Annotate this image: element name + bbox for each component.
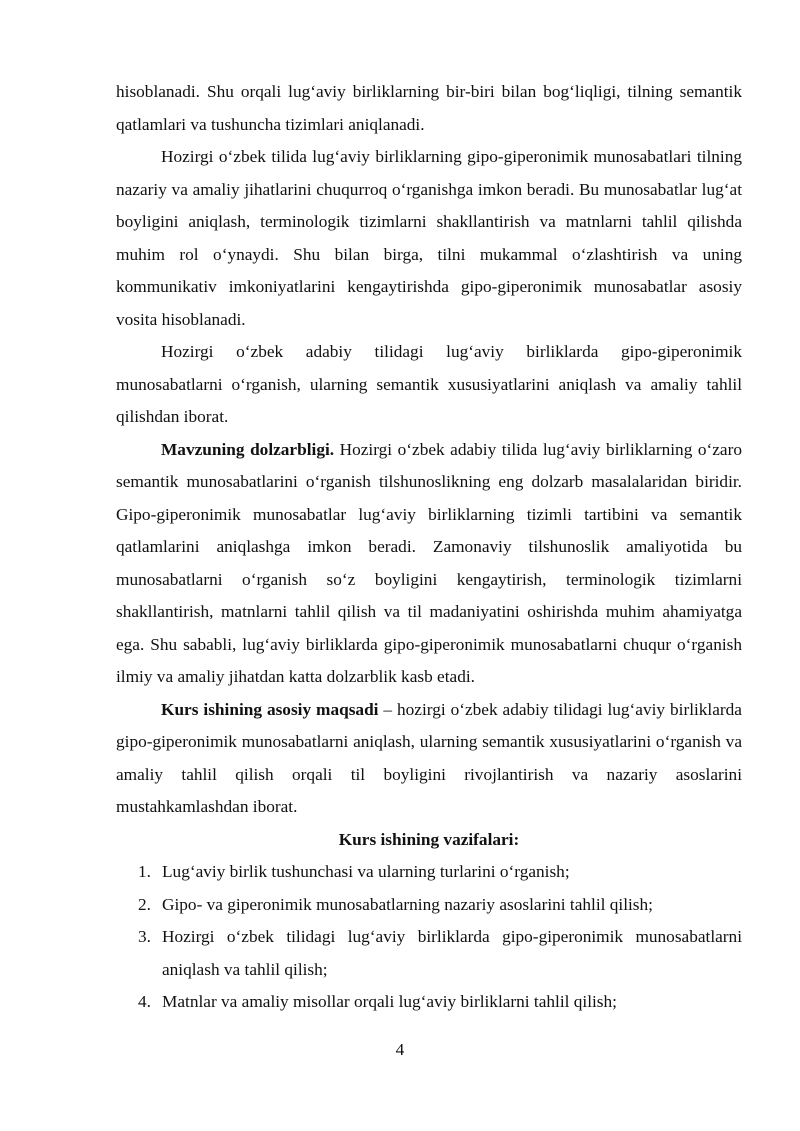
list-item [116, 986, 742, 1019]
list-item-number: 4. [138, 992, 151, 1011]
list-item-text: Gipo- va giperonimik munosabatlarning nazariy asoslarini tahlil qilish; [162, 894, 653, 914]
relevance-text: Hozirgi o‘zbek adabiy tilida lug‘aviy birliklarning o‘zaro semantik munosabatlarini o‘rganish tilshunoslikning eng dolzarb masalalaridan biridir. Gipo-giperonimik munosabatlar lug‘aviy birliklarning tizimli tartibini va semantik qatlamlarini aniqlashga imkon beradi. Zamonaviy tilshunoslik amaliyotida bu munosabatlarni o‘rganish so‘z boyligini kengaytirish, terminologik tizimlarni shakllantirish, matnlarni tahlil qilish va til madaniyatini oshirishda muhim ahamiyatga ega. Shu sababli, lug‘aviy birliklarda gipo-giperonimik munosabatlarni chuqur o‘rganish ilmiy va amaliy jihatdan katta dolzarblik kasb etadi. [116, 439, 742, 686]
paragraph-relevance [116, 434, 742, 694]
list-item-number: 3. [138, 927, 151, 946]
list-item-text: Lug‘aviy birlik tushunchasi va ularning turlarini o‘rganish; [162, 862, 570, 881]
relevance-heading: Mavzuning dolzarbligi. [161, 439, 335, 459]
list-item [116, 856, 742, 889]
goal-text: – hozirgi o‘zbek adabiy tilidagi lug‘aviy birliklarda gipo-giperonimik munosabatlarni aniqlash, ularning semantik xususiyatlarini o‘rganish va amaliy tahlil qilish orqali til boyligini rivojlantirish va nazariy asoslarini mustahkamlashdan iborat. [116, 699, 742, 816]
list-item-number: 1. [138, 862, 151, 881]
tasks-heading: Kurs ishining vazifalari: [338, 829, 520, 849]
list-item-text: Hozirgi o‘zbek tilidagi lug‘aviy birliklarda gipo-giperonimik munosabatlarni aniqlash va tahlil qilish; [162, 927, 742, 979]
paragraph-intro: Hozirgi o‘zbek tilida lug‘aviy birliklarning gipo-giperonimik munosabatlari tilning nazariy va amaliy jihatlarini chuqurroq o‘rganishga imkon beradi. Bu munosabatlar lug‘at boyligini aniqlash, terminologik tizimlarni shakllantirish va matnlarni tahlil qilishda muhim rol o‘ynaydi. Shu bilan birga, tilni mukammal o‘zlashtirish va uning kommunikativ imkoniyatlarini kengaytirishda gipo-giperonimik munosabatlar asosiy vosita hisoblanadi. [116, 147, 742, 329]
list-item [116, 889, 742, 922]
tasks-list [116, 856, 742, 1019]
paragraph-continuation: hisoblanadi. Shu orqali lug‘aviy birliklarning bir-biri bilan bog‘liqligi, tilning semantik qatlamlari va tushuncha tizimlari aniqlanadi. [116, 82, 742, 134]
paragraph-purpose: Hozirgi o‘zbek adabiy tilidagi lug‘aviy birliklarda gipo-giperonimik munosabatlarni o‘rganish, ularning semantik xususiyatlarini aniqlash va amaliy tahlil qilishdan iborat. [116, 342, 742, 426]
document-page [116, 76, 742, 1019]
list-item-text: Matnlar va amaliy misollar orqali lug‘aviy birliklarni tahlil qilish; [162, 992, 617, 1011]
list-item-number: 2. [138, 894, 151, 914]
paragraph-goal [116, 694, 742, 824]
list-item [116, 921, 742, 986]
goal-heading: Kurs ishining asosiy maqsadi [161, 699, 379, 719]
page-number: 4 [395, 1040, 405, 1059]
